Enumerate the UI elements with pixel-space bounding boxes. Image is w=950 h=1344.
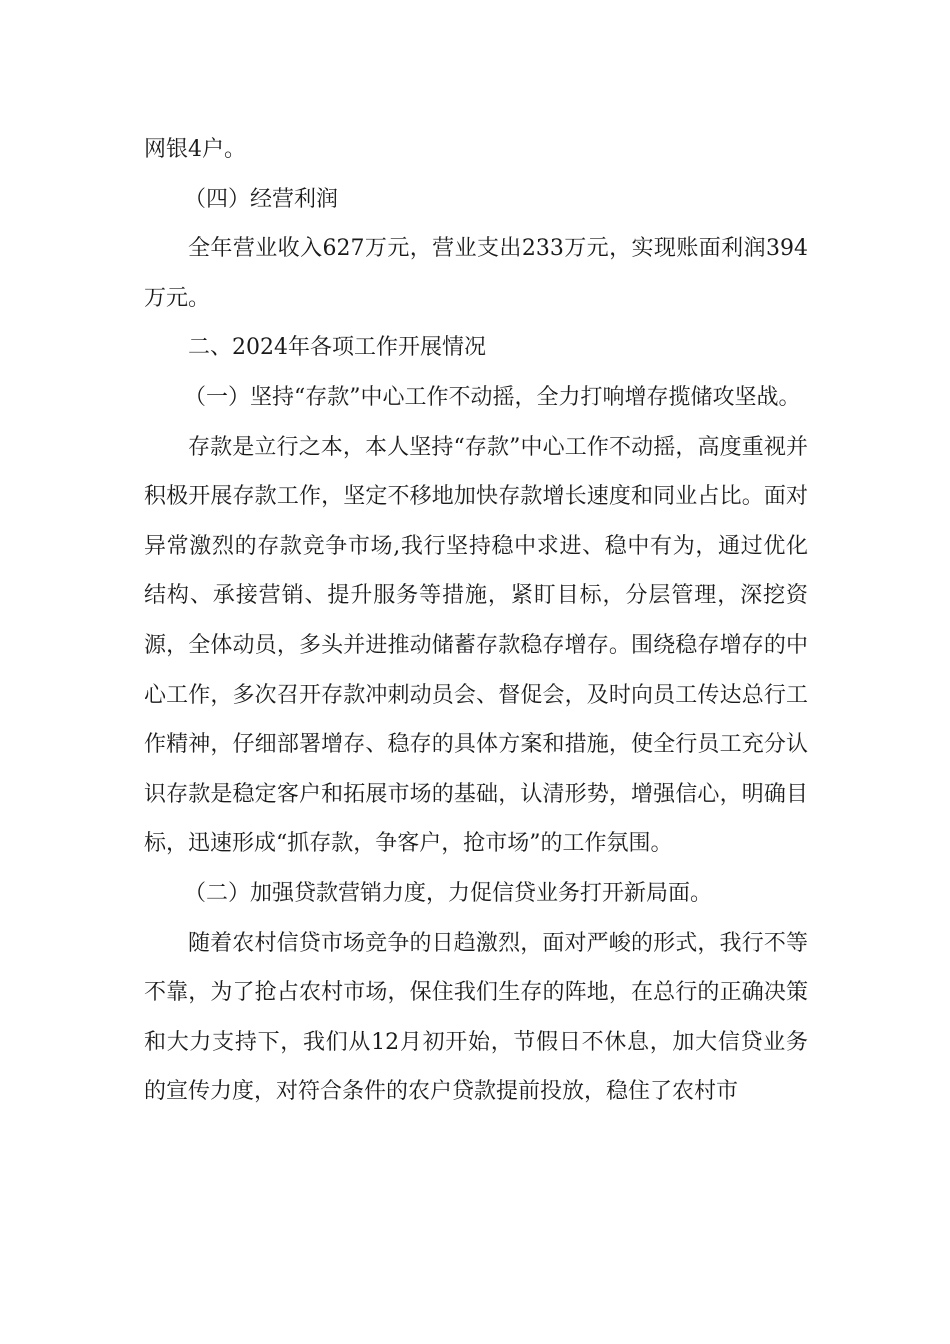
heading-loans: （二）加强贷款营销力度，力促信贷业务打开新局面。: [184, 880, 713, 906]
paragraph-loans: 随着农村信贷市场竞争的日趋激烈，面对严峻的形式，我行不等不靠，为了抢占农村市场，保住我们生存的阵地，在总行的正确决策和大力支持下，我们从12月初开始，节假日不休息，加大信贷业务的宣传力度，对符合条件的农户贷款提前投放，稳住了农村市: [144, 930, 808, 1105]
heading-2024-work: 二、2024年各项工作开展情况: [188, 335, 486, 361]
paragraph-revenue: 全年营业收入627万元，营业支出233万元，实现账面利润394万元。: [144, 236, 808, 311]
heading-operating-profit: （四）经营利润: [184, 186, 339, 212]
paragraph-deposits: 存款是立行之本，本人坚持“存款”中心工作不动摇，高度重视并积极开展存款工作，坚定不移地加快存款增长速度和同业占比。面对异常激烈的存款竞争市场,我行坚持稳中求进、稳中有为，通过优化结构、承接营销、提升服务等措施，紧盯目标，分层管理，深挖资源，全体动员，多头并进推动储蓄存款稳存增存。围绕稳存增存的中心工作，多次召开存款冲刺动员会、督促会，及时向员工传达总行工作精神，仔细部署增存、稳存的具体方案和措施，使全行员工充分认识存款是稳定客户和拓展市场的基础，认清形势，增强信心，明确目标，迅速形成“抓存款，争客户，抢市场”的工作氛围。: [144, 434, 808, 857]
document-body: [144, 125, 808, 1117]
heading-deposits: （一）坚持“存款”中心工作不动摇，全力打响增存揽储攻坚战。: [184, 384, 801, 410]
paragraph-online-banking: 网银4户。: [144, 137, 246, 162]
